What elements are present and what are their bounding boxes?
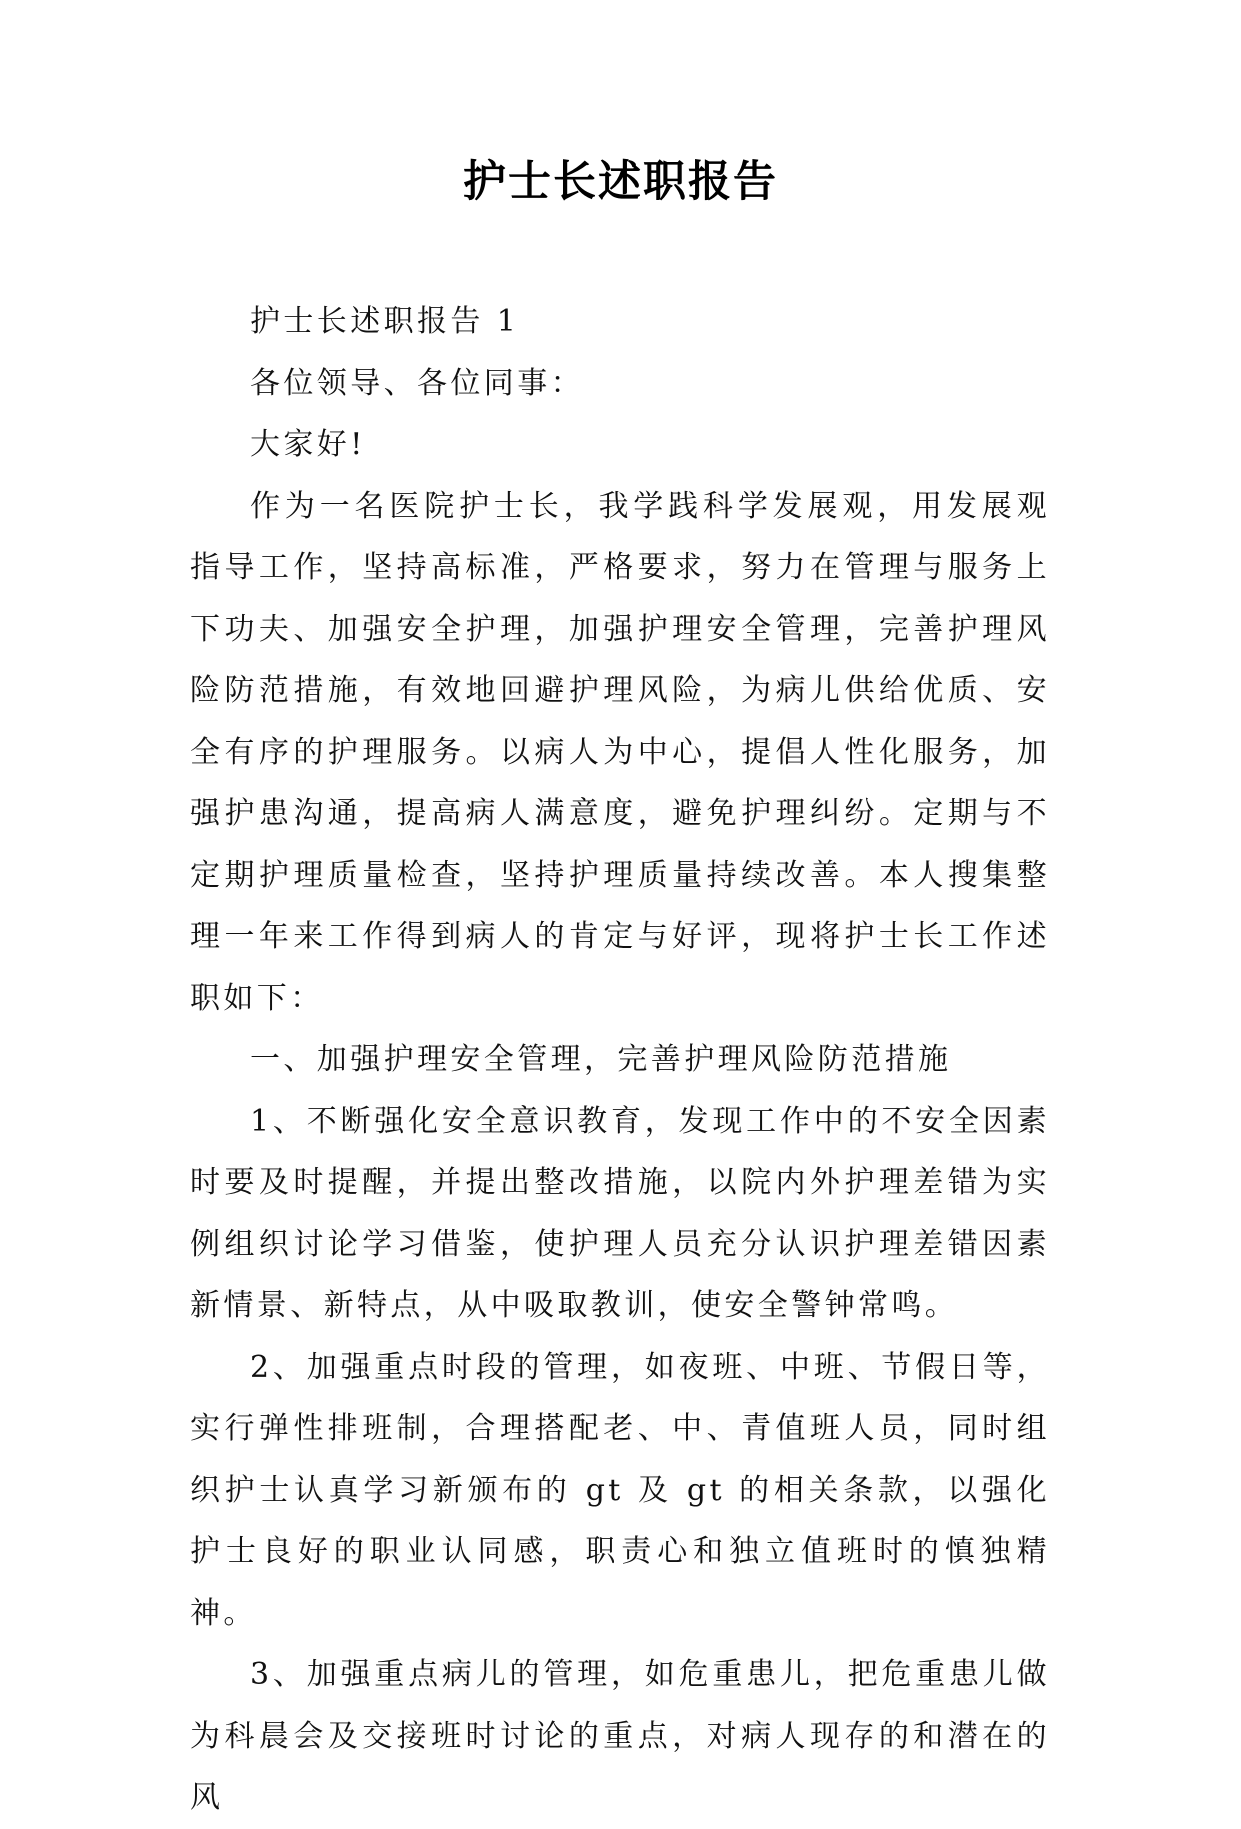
body-paragraph: 2、加强重点时段的管理，如夜班、中班、节假日等，实行弹性排班制，合理搭配老、中、青值班人员，同时组织护士认真学习新颁布的 gt 及 gt 的相关条款，以强化护士良好的职业认同感，职责心和独立值班时的慎独精神。 — [190, 1349, 1050, 1631]
greeting: 大家好! — [250, 427, 366, 462]
page-title: 护士长述职报告 — [463, 157, 778, 207]
report-subtitle: 护士长述职报告 1 — [250, 304, 520, 339]
body-paragraph: 1、不断强化安全意识教育，发现工作中的不安全因素时要及时提醒，并提出整改措施，以院内外护理差错为实例组织讨论学习借鉴，使护理人员充分认识护理差错因素新情景、新特点，从中吸取教训，使安全警钟常鸣。 — [190, 1103, 1050, 1323]
section-heading: 一、加强护理安全管理，完善护理风险防范措施 — [250, 1042, 952, 1077]
body-paragraph: 作为一名医院护士长，我学践科学发展观，用发展观指导工作，坚持高标准，严格要求，努力在管理与服务上下功夫、加强安全护理，加强护理安全管理，完善护理风险防范措施，有效地回避护理风险，为病儿供给优质、安全有序的护理服务。以病人为中心，提倡人性化服务，加强护患沟通，提高病人满意度，避免护理纠纷。定期与不定期护理质量检查，坚持护理质量持续改善。本人搜集整理一年来工作得到病人的肯定与好评，现将护士长工作述职如下： — [190, 488, 1050, 1016]
body-paragraph: 3、加强重点病儿的管理，如危重患儿，把危重患儿做为科晨会及交接班时讨论的重点，对病人现存的和潜在的风 — [190, 1657, 1050, 1815]
document-body — [190, 291, 1050, 1829]
salutation: 各位领导、各位同事： — [250, 365, 584, 401]
